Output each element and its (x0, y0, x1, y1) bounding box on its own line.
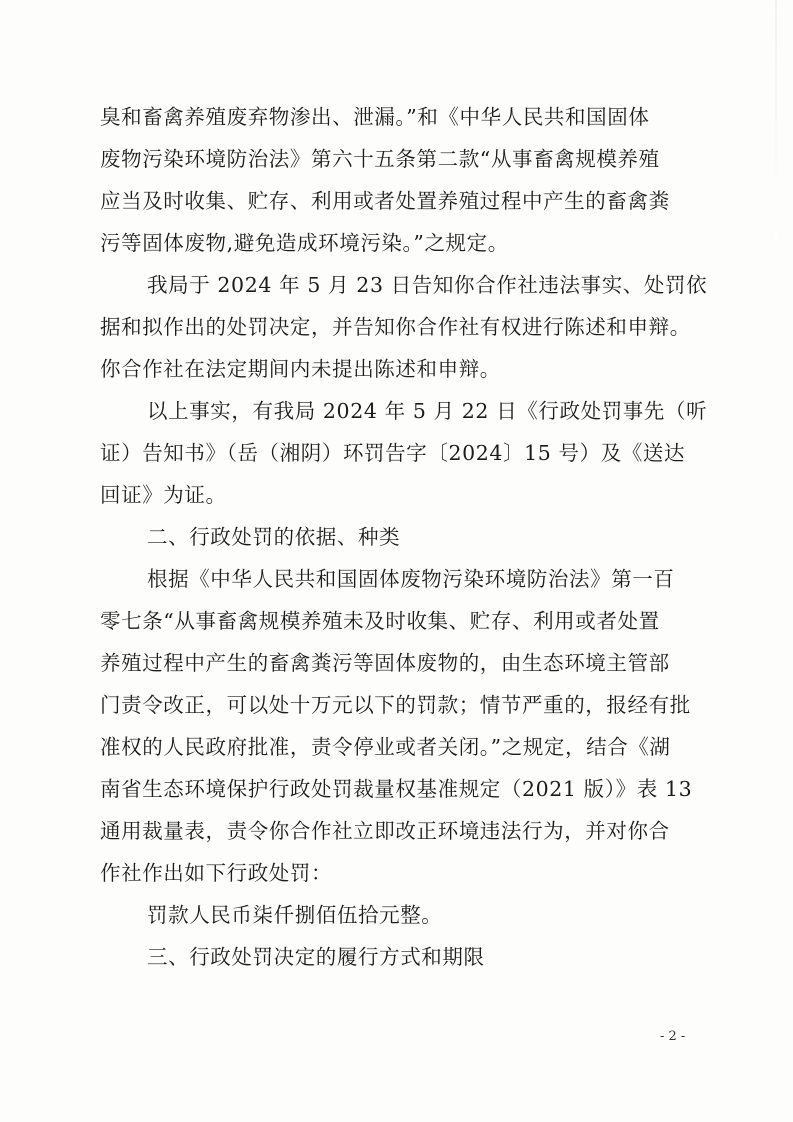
paragraph-line: 根据《中华人民共和国固体废物污染环境防治法》第一百 (147, 567, 675, 591)
paragraph-line: 回证》为证。 (100, 483, 227, 507)
document-body (100, 96, 708, 978)
section-heading: 三、行政处罚决定的履行方式和期限 (147, 945, 485, 969)
scan-edge-shading (775, 0, 777, 240)
page-number: - 2 - (660, 1029, 686, 1044)
paragraph-line: 应当及时收集、贮存、利用或者处置养殖过程中产生的畜禽粪 (100, 189, 670, 213)
paragraph-line: 我局于 2024 年 5 月 23 日告知你合作社违法事实、处罚依 (147, 273, 708, 297)
paragraph-line: 你合作社在法定期间内未提出陈述和申辩。 (100, 357, 501, 381)
paragraph-line: 养殖过程中产生的畜禽粪污等固体废物的，由生态环境主管部 (100, 651, 670, 675)
paragraph-line: 零七条“从事畜禽规模养殖未及时收集、贮存、利用或者处置 (100, 609, 660, 633)
paragraph-line: 证）告知书》（岳（湘阴）环罚告字〔2024〕15 号）及《送达 (100, 441, 686, 465)
paragraph-line: 准权的人民政府批准，责令停业或者关闭。”之规定，结合《湖 (100, 735, 671, 759)
paragraph-line: 作社作出如下行政处罚： (100, 861, 333, 885)
paragraph-line: 南省生态环境保护行政处罚裁量权基准规定（2021 版）》表 13 (100, 777, 693, 801)
paragraph-line: 通用裁量表，责令你合作社立即改正环境违法行为，并对你合 (100, 819, 670, 843)
paragraph-line: 据和拟作出的处罚决定，并告知你合作社有权进行陈述和申辩。 (100, 315, 691, 339)
paragraph-line: 废物污染环境防治法》第六十五条第二款“从事畜禽规模养殖 (100, 147, 660, 171)
section-heading: 二、行政处罚的依据、种类 (147, 525, 401, 549)
penalty-line: 罚款人民币柒仟捌佰伍拾元整。 (147, 903, 443, 927)
paragraph-line: 门责令改正，可以处十万元以下的罚款；情节严重的，报经有批 (100, 693, 691, 717)
paragraph-line: 臭和畜禽养殖废弃物渗出、泄漏。”和《中华人民共和国固体 (100, 105, 650, 129)
paragraph-line: 以上事实，有我局 2024 年 5 月 22 日《行政处罚事先（听 (147, 399, 708, 423)
paragraph-line: 污等固体废物,避免造成环境污染。”之规定。 (100, 231, 509, 255)
